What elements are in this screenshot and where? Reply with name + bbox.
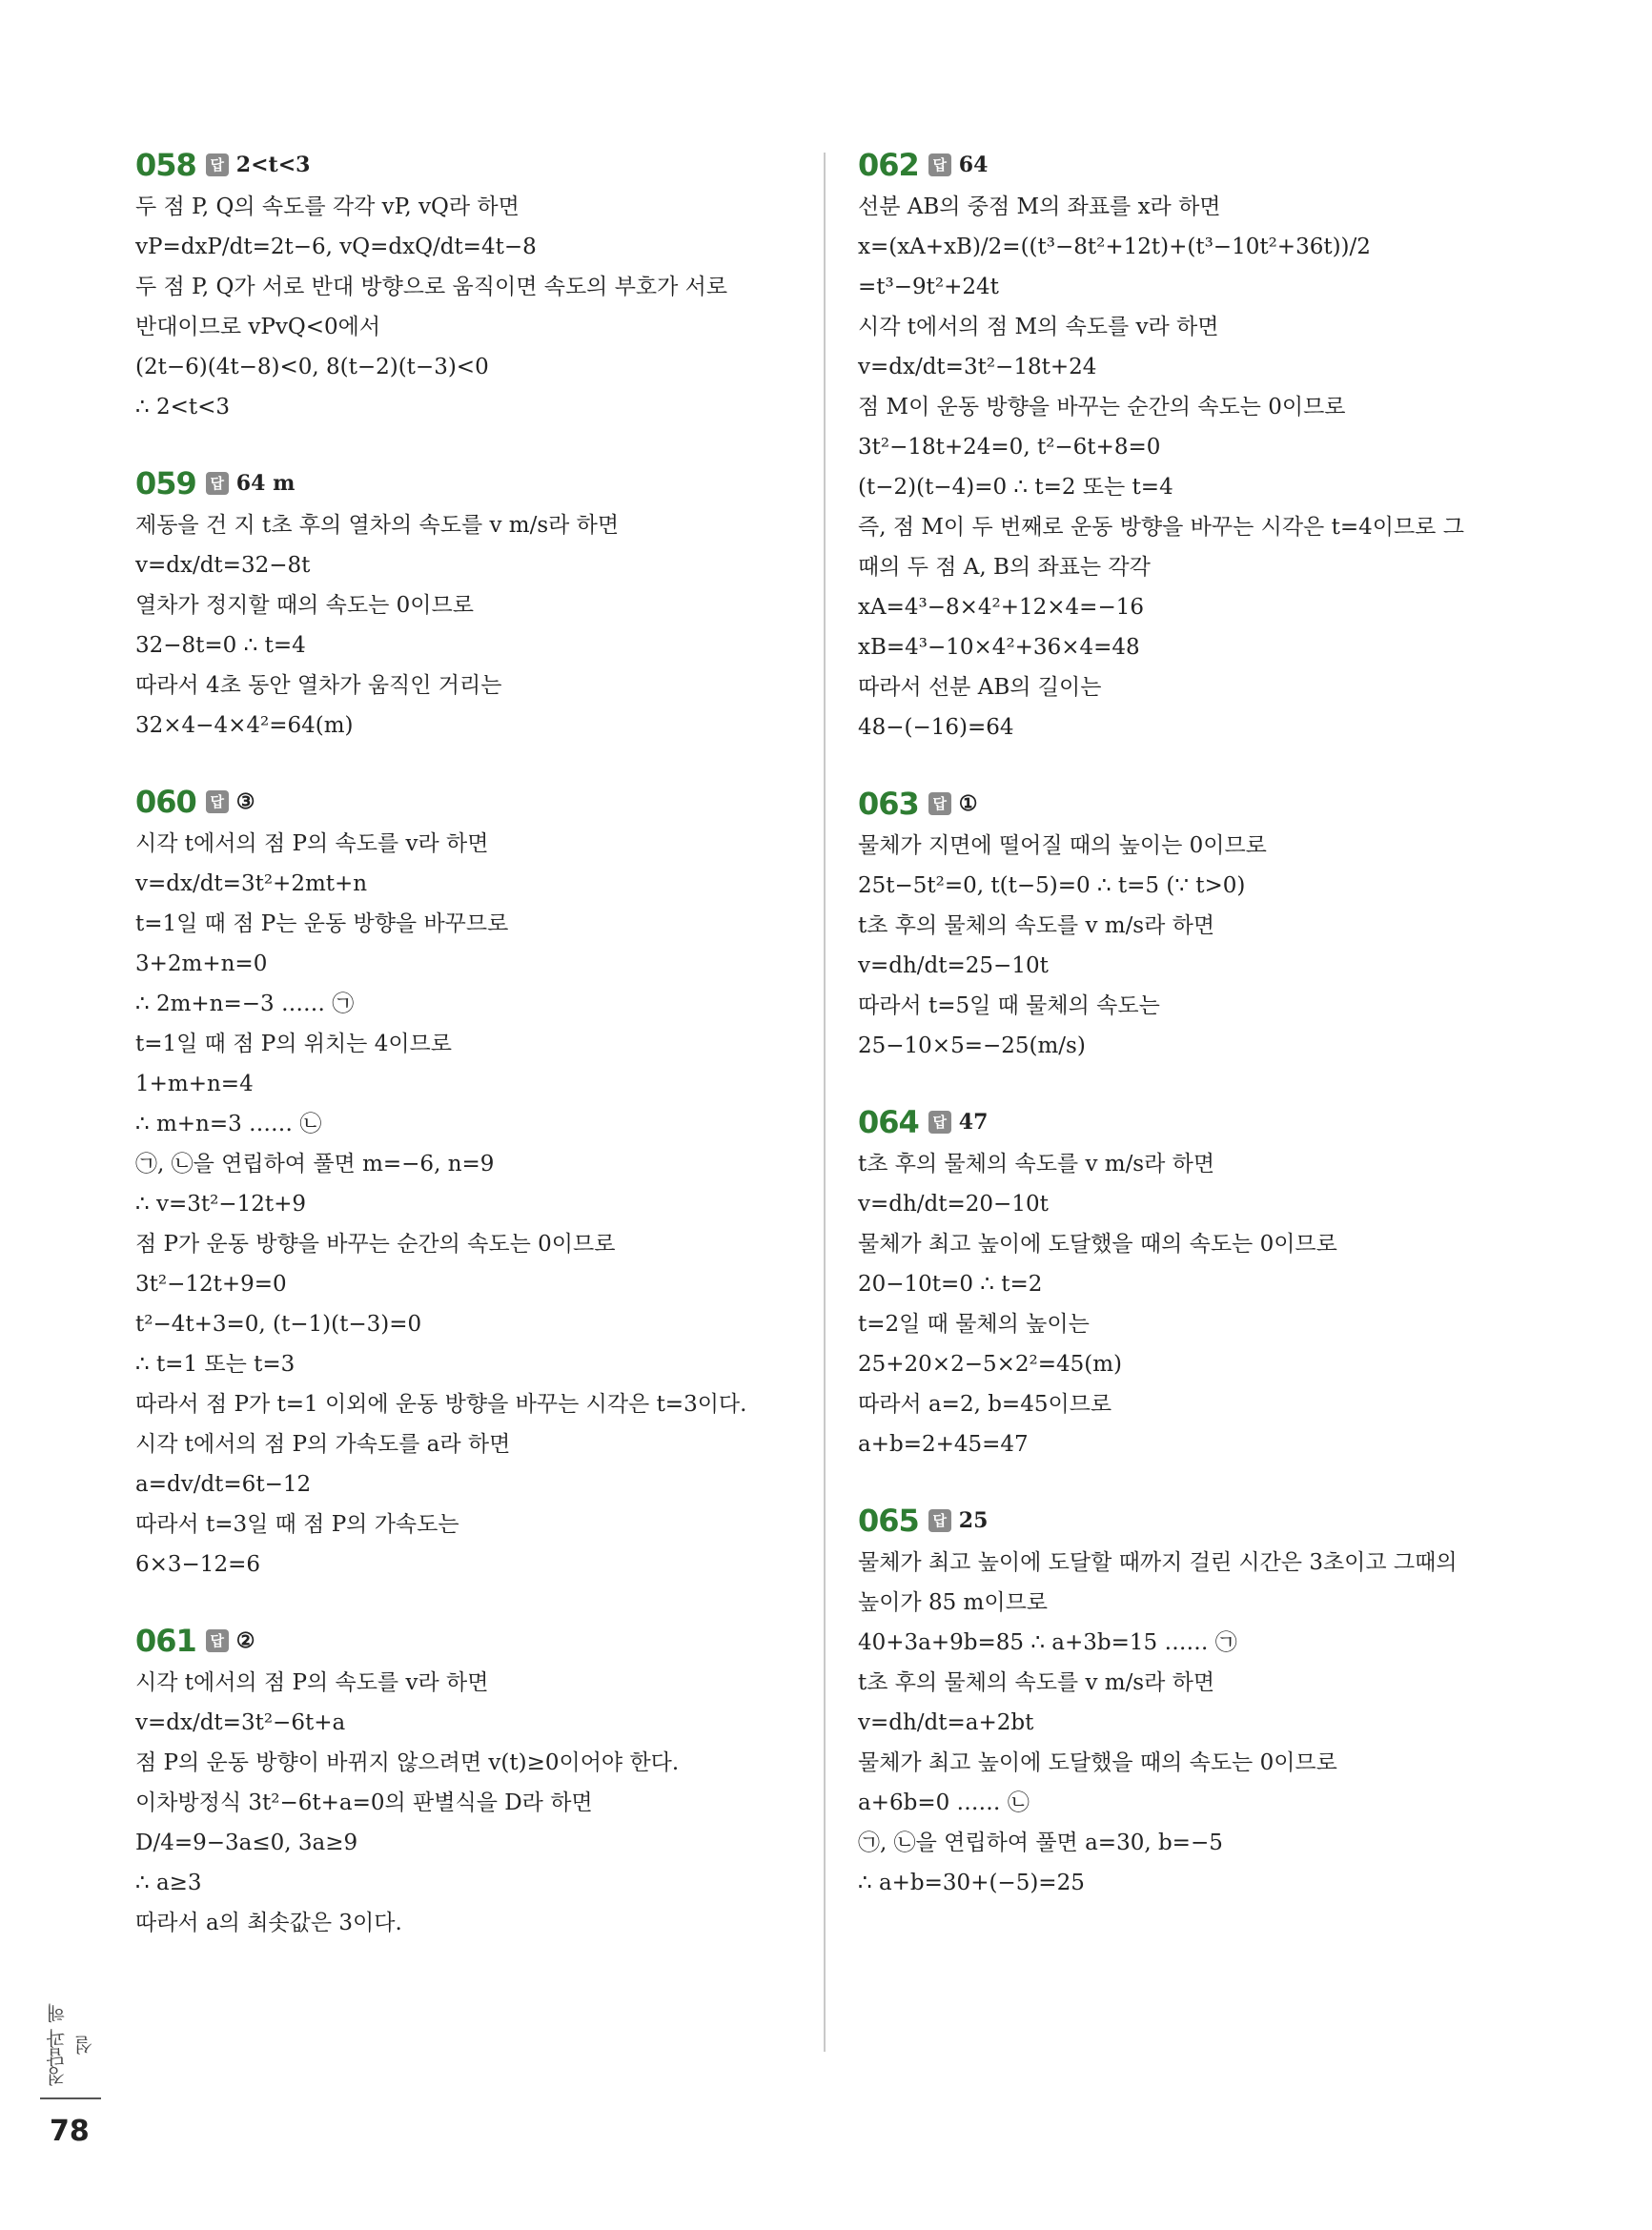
answer-badge-icon: 답	[928, 792, 951, 815]
solution-line: 점 M이 운동 방향을 바꾸는 순간의 속도는 0이므로	[858, 395, 1346, 419]
answer-value: ①	[958, 791, 978, 816]
problem-header	[858, 1100, 1525, 1144]
solution-line: ∴ 2<t<3	[135, 395, 230, 419]
solution-line: ∴ t=1 또는 t=3	[135, 1352, 296, 1377]
solution-line: 48−(−16)=64	[858, 715, 1014, 740]
answer-badge-icon: 답	[928, 1111, 951, 1134]
solution-line: vP=dxP/dt=2t−6, vQ=dxQ/dt=4t−8	[135, 235, 537, 259]
problem-header	[858, 1499, 1525, 1543]
solution-line: 3+2m+n=0	[135, 951, 268, 976]
problem-number: 062	[858, 147, 919, 183]
solution-line: D/4=9−3a≤0, 3a≥9	[135, 1831, 358, 1855]
solution-line: 따라서 점 P가 t=1 이외에 운동 방향을 바꾸는 시각은 t=3이다.	[135, 1392, 747, 1417]
answer-badge-icon: 답	[206, 153, 229, 176]
solution-line: 물체가 최고 높이에 도달할 때까지 걸린 시간은 3초이고 그때의	[858, 1550, 1458, 1575]
solution-line: 따라서 a=2, b=45이므로	[858, 1392, 1112, 1417]
problem-065	[858, 1499, 1525, 1903]
solution-line: 20−10t=0 ∴ t=2	[858, 1272, 1043, 1297]
problem-header	[858, 782, 1525, 826]
answer-badge-icon: 답	[206, 790, 229, 813]
solution-line: t=2일 때 물체의 높이는	[858, 1312, 1090, 1337]
problem-number: 063	[858, 786, 919, 822]
solution-line: 25−10×5=−25(m/s)	[858, 1033, 1086, 1058]
problem-number: 061	[135, 1623, 196, 1659]
solution-line: t²−4t+3=0, (t−1)(t−3)=0	[135, 1312, 422, 1337]
solution-line: ∴ 2m+n=−3 …… ㉠	[135, 992, 355, 1016]
solution-line: 25+20×2−5×2²=45(m)	[858, 1352, 1123, 1377]
solution-line: ∴ a+b=30+(−5)=25	[858, 1871, 1085, 1895]
answer-badge-icon: 답	[206, 472, 229, 495]
page-number: 78	[50, 2115, 90, 2148]
solution-line: ㉠, ㉡을 연립하여 풀면 a=30, b=−5	[858, 1831, 1223, 1855]
solution-line: 선분 AB의 중점 M의 좌표를 x라 하면	[858, 194, 1221, 219]
solution-line: v=dx/dt=3t²−6t+a	[135, 1710, 346, 1735]
solution-line: 따라서 t=3일 때 점 P의 가속도는	[135, 1512, 459, 1537]
solution-line: a=dv/dt=6t−12	[135, 1472, 312, 1497]
solution-line: 1+m+n=4	[135, 1072, 254, 1096]
solution-line: v=dx/dt=3t²−18t+24	[858, 355, 1097, 379]
solution-line: x=(xA+xB)/2=((t³−8t²+12t)+(t³−10t²+36t))/2	[858, 235, 1371, 259]
solution-line: 높이가 85 m이므로	[858, 1590, 1049, 1615]
solution-line: t=1일 때 점 P는 운동 방향을 바꾸므로	[135, 911, 509, 936]
solution-line: 따라서 a의 최솟값은 3이다.	[135, 1911, 402, 1935]
solution-line: a+b=2+45=47	[858, 1432, 1029, 1457]
solution-line: xB=4³−10×4²+36×4=48	[858, 635, 1140, 660]
answer-value: 64 m	[235, 471, 296, 496]
solution-line: 25t−5t²=0, t(t−5)=0 ∴ t=5 (∵ t>0)	[858, 873, 1246, 898]
problem-059	[135, 461, 793, 746]
solution-line: t초 후의 물체의 속도를 v m/s라 하면	[858, 913, 1215, 938]
problem-number: 058	[135, 147, 196, 183]
problem-header	[135, 1619, 793, 1663]
solution-line: (2t−6)(4t−8)<0, 8(t−2)(t−3)<0	[135, 355, 489, 379]
column-divider	[824, 153, 826, 2052]
solution-line: 시각 t에서의 점 M의 속도를 v라 하면	[858, 315, 1219, 339]
solution-line: 3t²−12t+9=0	[135, 1272, 287, 1297]
solution-line: a+6b=0 …… ㉡	[858, 1790, 1030, 1815]
solution-line: 시각 t에서의 점 P의 속도를 v라 하면	[135, 1670, 489, 1695]
answer-badge-icon: 답	[928, 153, 951, 176]
answer-value: 25	[958, 1508, 989, 1533]
solution-line: 점 P의 운동 방향이 바뀌지 않으려면 v(t)≥0이어야 한다.	[135, 1750, 680, 1775]
solution-line: 이차방정식 3t²−6t+a=0의 판별식을 D라 하면	[135, 1790, 593, 1815]
answer-value: 47	[958, 1110, 989, 1135]
solution-line: 시각 t에서의 점 P의 속도를 v라 하면	[135, 831, 489, 856]
solution-line: v=dh/dt=a+2bt	[858, 1710, 1034, 1735]
problem-060	[135, 780, 793, 1585]
solution-line: 물체가 최고 높이에 도달했을 때의 속도는 0이므로	[858, 1232, 1337, 1257]
problem-header	[858, 143, 1525, 187]
problem-number: 059	[135, 465, 196, 501]
solution-line: ㉠, ㉡을 연립하여 풀면 m=−6, n=9	[135, 1152, 495, 1176]
solution-line: xA=4³−8×4²+12×4=−16	[858, 595, 1144, 620]
answer-value: 2<t<3	[235, 153, 311, 177]
problem-064	[858, 1100, 1525, 1464]
solution-line: 6×3−12=6	[135, 1552, 260, 1577]
solution-line: 두 점 P, Q가 서로 반대 방향으로 움직이면 속도의 부호가 서로	[135, 275, 728, 299]
solution-line: 점 P가 운동 방향을 바꾸는 순간의 속도는 0이므로	[135, 1232, 616, 1257]
solution-line: ∴ m+n=3 …… ㉡	[135, 1112, 322, 1136]
solution-line: =t³−9t²+24t	[858, 275, 999, 299]
solution-line: 반대이므로 vPvQ<0에서	[135, 315, 381, 339]
solution-line: 따라서 선분 AB의 길이는	[858, 675, 1102, 700]
solution-line: v=dh/dt=25−10t	[858, 953, 1049, 978]
side-rule	[40, 2097, 101, 2099]
problem-header	[135, 461, 793, 505]
problem-058	[135, 143, 793, 427]
solution-line: 따라서 4초 동안 열차가 움직인 거리는	[135, 673, 502, 698]
side-section-label: 정답과 해설	[46, 2003, 96, 2087]
problem-061	[135, 1619, 793, 1943]
solution-line: 제동을 건 지 t초 후의 열차의 속도를 v m/s라 하면	[135, 513, 620, 538]
solution-line: 열차가 정지할 때의 속도는 0이므로	[135, 593, 474, 618]
solution-line: v=dh/dt=20−10t	[858, 1192, 1049, 1217]
problem-header	[135, 780, 793, 824]
solution-line: 때의 두 점 A, B의 좌표는 각각	[858, 555, 1151, 580]
solution-line: 물체가 최고 높이에 도달했을 때의 속도는 0이므로	[858, 1750, 1337, 1775]
problem-header	[135, 143, 793, 187]
solution-line: 32−8t=0 ∴ t=4	[135, 633, 306, 658]
solution-line: 32×4−4×4²=64(m)	[135, 713, 354, 738]
solution-line: v=dx/dt=3t²+2mt+n	[135, 871, 368, 896]
solution-line: ∴ a≥3	[135, 1871, 202, 1895]
answer-value: ③	[235, 789, 255, 814]
solution-line: (t−2)(t−4)=0 ∴ t=2 또는 t=4	[858, 475, 1173, 500]
left-column	[135, 143, 793, 1943]
answer-badge-icon: 답	[928, 1509, 951, 1532]
problem-number: 064	[858, 1104, 919, 1140]
answer-value: 64	[958, 153, 989, 177]
solution-line: t=1일 때 점 P의 위치는 4이므로	[135, 1032, 452, 1056]
solution-line: t초 후의 물체의 속도를 v m/s라 하면	[858, 1670, 1215, 1695]
problem-number: 060	[135, 784, 196, 820]
right-column	[858, 143, 1525, 1903]
solution-line: ∴ v=3t²−12t+9	[135, 1192, 306, 1217]
problem-062	[858, 143, 1525, 747]
solution-line: 40+3a+9b=85 ∴ a+3b=15 …… ㉠	[858, 1630, 1237, 1655]
solution-line: 즉, 점 M이 두 번째로 운동 방향을 바꾸는 시각은 t=4이므로 그	[858, 515, 1464, 540]
solution-line: v=dx/dt=32−8t	[135, 553, 311, 578]
solution-line: 3t²−18t+24=0, t²−6t+8=0	[858, 435, 1161, 460]
solution-line: 물체가 지면에 떨어질 때의 높이는 0이므로	[858, 833, 1267, 858]
problem-063	[858, 782, 1525, 1066]
answer-badge-icon: 답	[206, 1629, 229, 1652]
problem-number: 065	[858, 1503, 919, 1539]
solution-line: t초 후의 물체의 속도를 v m/s라 하면	[858, 1152, 1215, 1176]
solution-line: 두 점 P, Q의 속도를 각각 vP, vQ라 하면	[135, 194, 520, 219]
answer-value: ②	[235, 1628, 255, 1653]
solution-line: 따라서 t=5일 때 물체의 속도는	[858, 993, 1160, 1018]
solution-line: 시각 t에서의 점 P의 가속도를 a라 하면	[135, 1432, 511, 1457]
